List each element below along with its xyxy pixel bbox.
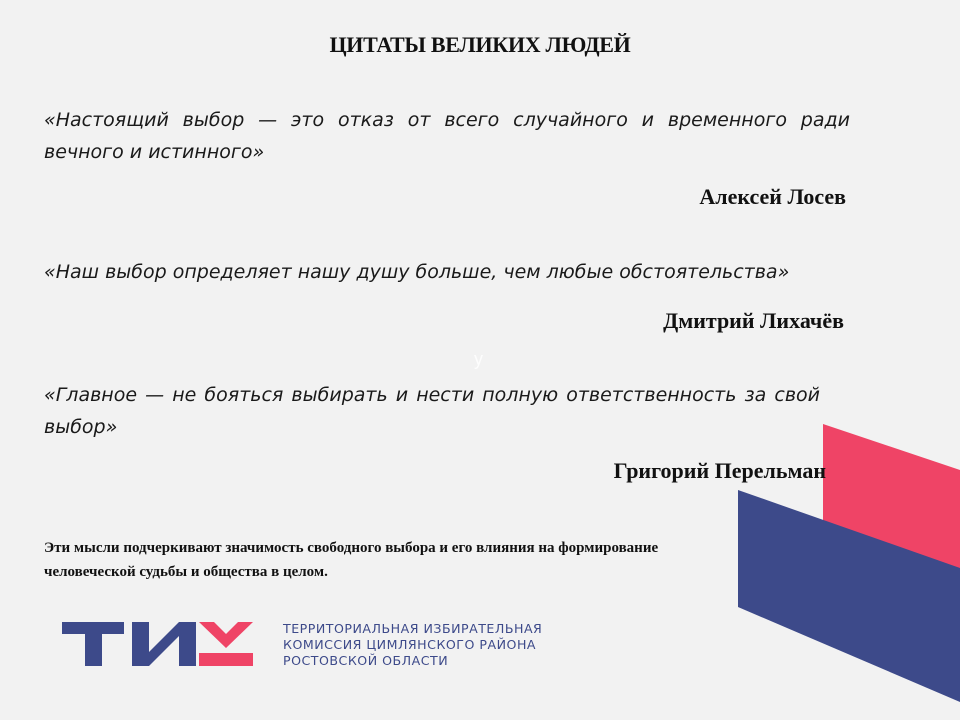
logo-letter-t-stem [85,622,102,666]
logo-letter-i-left [132,622,149,666]
summary-text: Эти мысли подчеркивают значимость свободного выбора и его влияния на формирование человеческой судьбы и общества в целом. [44,540,659,580]
author-likhachev: Дмитрий Лихачёв [663,308,844,333]
organization-name [283,621,542,669]
logo-bar [199,653,253,666]
page-title: ЦИТАТЫ ВЕЛИКИХ ЛЮДЕЙ [329,32,631,57]
org-line-3: РОСТОВСКОЙ ОБЛАСТИ [283,653,449,668]
author-perelman: Григорий Перельман [613,458,826,483]
tik-logo-mark [62,622,256,666]
org-line-1: ТЕРРИТОРИАЛЬНАЯ ИЗБИРАТЕЛЬНАЯ [283,621,543,636]
logo-letter-i-right [179,622,196,666]
org-line-2: КОМИССИЯ ЦИМЛЯНСКОГО РАЙОНА [283,637,537,652]
stray-character: у [474,349,483,369]
logo-chevron [199,622,253,648]
logo-letter-i-diag [149,622,179,666]
quote-likhachev: «Наш выбор определяет нашу душу больше, чем любые обстоятельства» [44,261,790,283]
quote-perelman: «Главное — не бояться выбирать и нести полную ответственность за свой выбор» [44,384,820,438]
quote-losev: «Настоящий выбор — это отказ от всего случайного и временного ради вечного и истинного» [44,109,850,163]
author-losev: Алексей Лосев [699,184,846,209]
